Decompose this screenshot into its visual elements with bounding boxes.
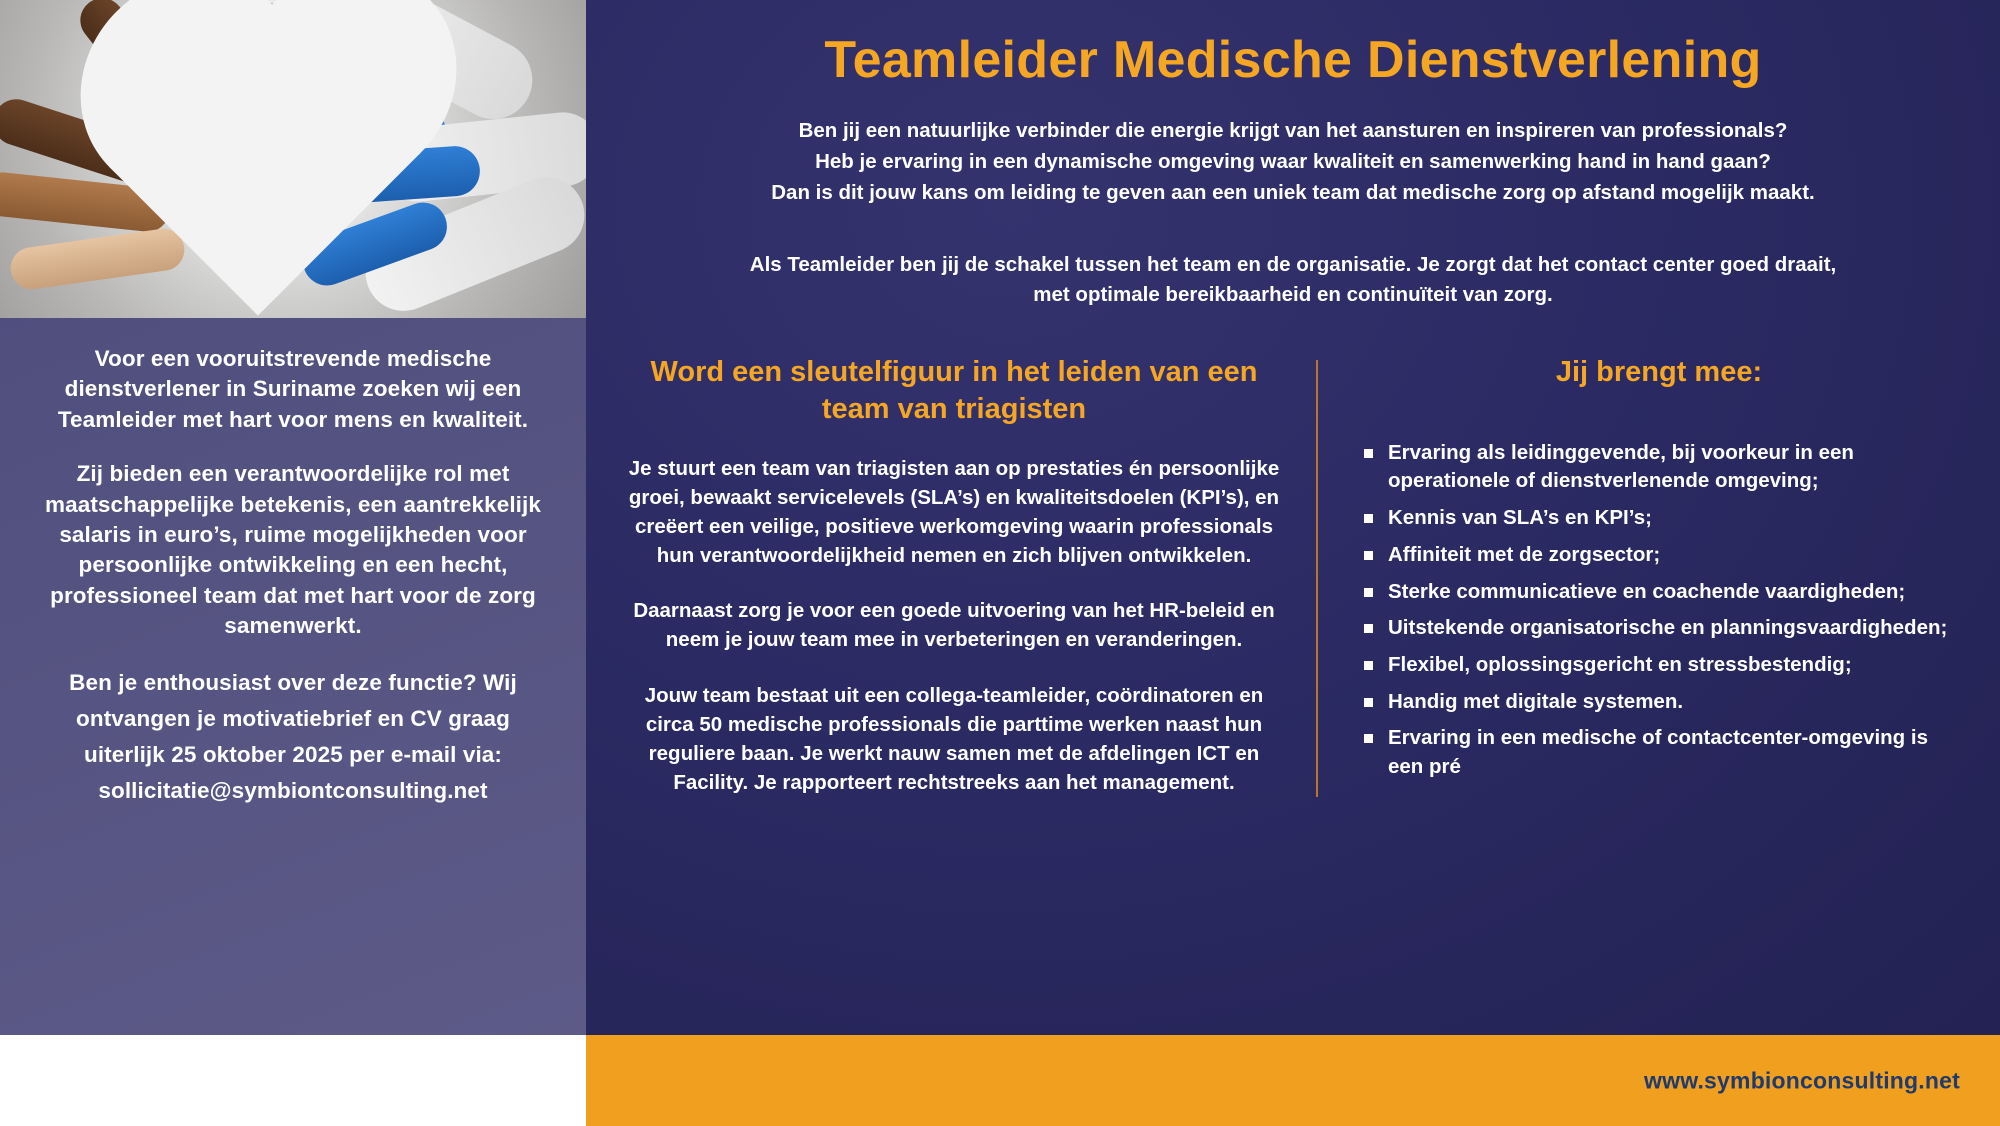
intro-line-3: Dan is dit jouw kans om leiding te geven aan een uniek team dat medische zorg op afstand mogelijk maakt. <box>771 180 1815 204</box>
sidebar-paragraph-contact: Ben je enthousiast over deze functie? Wij ontvangen je motivatiebrief en CV graag uiterlijk 25 oktober 2025 per e-mail via: sollicitatie@symbiontconsulting.net <box>69 670 517 804</box>
two-column-section <box>626 354 1960 797</box>
footer-bar <box>0 1035 2000 1126</box>
list-item: Sterke communicatieve en coachende vaardigheden; <box>1358 578 1960 607</box>
responsibilities-heading: Word een sleutelfiguur in het leiden van een team van triagisten <box>650 355 1258 425</box>
hands-heart-photo <box>0 0 586 318</box>
sidebar <box>0 0 586 1035</box>
requirements-list <box>1358 439 1960 782</box>
intro-line-1: Ben jij een natuurlijke verbinder die energie krijgt van het aansturen en inspireren van professionals? <box>798 119 1788 142</box>
footer-white-block <box>0 1035 586 1126</box>
sidebar-text <box>0 318 586 809</box>
requirements-heading: Jij brengt mee: <box>1555 355 1763 388</box>
sidebar-paragraph-1: Voor een vooruitstrevende medische dienstverlener in Suriname zoeken wij een Teamleider met hart voor mens en kwaliteit. <box>57 346 529 432</box>
responsibilities-paragraph-3: Jouw team bestaat uit een collega-teamleider, coördinatoren en circa 50 medische professionals die parttime werken naast hun reguliere baan. Je werkt nauw samen met de afdelingen ICT en Facility. Je rapporteert rechtstreeks aan het management. <box>644 683 1264 794</box>
list-item: Kennis van SLA’s en KPI’s; <box>1358 504 1960 533</box>
responsibilities-paragraph-2: Daarnaast zorg je voor een goede uitvoering van het HR-beleid en neem je jouw team mee in verbeteringen en veranderingen. <box>633 599 1275 652</box>
requirements-column <box>1318 354 1960 797</box>
list-item: Uitstekende organisatorische en planningsvaardigheden; <box>1358 614 1960 643</box>
list-item: Ervaring in een medische of contactcenter-omgeving is een pré <box>1358 724 1960 781</box>
list-item: Ervaring als leidinggevende, bij voorkeur in een operationele of dienstverlenende omgeving; <box>1358 439 1960 496</box>
responsibilities-column <box>626 354 1316 797</box>
list-item: Flexibel, oplossingsgericht en stressbestendig; <box>1358 651 1960 680</box>
role-summary-line-2: met optimale bereikbaarheid en continuïteit van zorg. <box>1033 282 1553 306</box>
list-item: Handig met digitale systemen. <box>1358 688 1960 717</box>
intro-line-2: Heb je ervaring in een dynamische omgeving waar kwaliteit en samenwerking hand in hand gaan? <box>815 149 1771 173</box>
list-item: Affiniteit met de zorgsector; <box>1358 541 1960 570</box>
website-url[interactable]: www.symbionconsulting.net <box>1644 1067 1960 1093</box>
main-content <box>586 0 2000 1035</box>
role-summary-block <box>626 250 1960 309</box>
sidebar-paragraph-2: Zij bieden een verantwoordelijke rol met maatschappelijke betekenis, een aantrekkelijk salaris in euro’s, ruime mogelijkheden voor persoonlijke ontwikkeling en een hecht, professioneel team dat met hart voor de zorg samenwerkt. <box>44 461 541 638</box>
page-title: Teamleider Medische Dienstverlening <box>824 31 1762 89</box>
intro-block <box>626 116 1960 208</box>
responsibilities-paragraph-1: Je stuurt een team van triagisten aan op prestaties én persoonlijke groei, bewaakt servicelevels (SLA’s) en kwaliteitsdoelen (KPI’s), en creëert een veilige, positieve werkomgeving waarin professionals hun verantwoordelijkheid nemen en zich blijven ontwikkelen. <box>628 456 1280 568</box>
role-summary-line-1: Als Teamleider ben jij de schakel tussen het team en de organisatie. Je zorgt dat het contact center goed draait, <box>749 253 1837 277</box>
